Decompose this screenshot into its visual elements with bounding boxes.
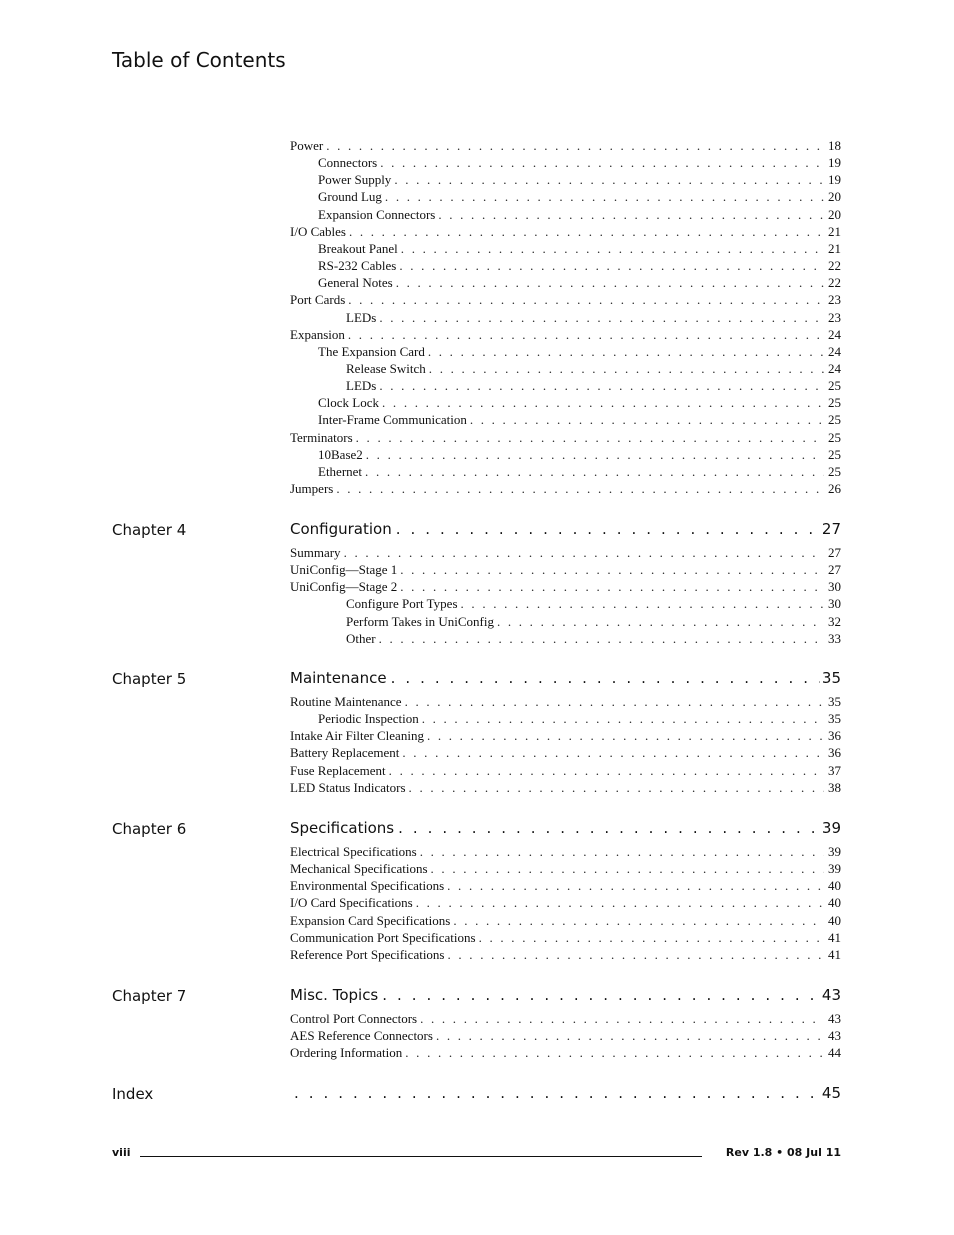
toc-entry-title: Power Supply	[318, 172, 392, 188]
dot-leader	[405, 1044, 824, 1061]
toc-entry-title: Intake Air Filter Cleaning	[290, 728, 424, 744]
dot-leader	[396, 519, 820, 539]
dot-leader	[294, 1083, 820, 1103]
toc-entry-title: I/O Card Specifications	[290, 895, 413, 911]
toc-entry[interactable]	[0, 206, 954, 223]
toc-entry-page: 19	[828, 172, 841, 188]
dot-leader	[409, 779, 824, 796]
dot-leader	[453, 912, 824, 929]
toc-entry-page: 24	[828, 326, 841, 342]
toc-entry[interactable]	[0, 154, 954, 171]
toc-entry-page: 39	[828, 844, 841, 859]
toc-entry-page: 39	[828, 861, 841, 877]
chapter-title: Misc. Topics	[290, 986, 379, 1004]
toc-entry-title: Ordering Information	[290, 1045, 403, 1061]
dot-leader	[405, 693, 824, 710]
toc-entry-page: 40	[828, 912, 841, 928]
dot-leader	[400, 578, 824, 595]
chapter-page: 43	[821, 986, 841, 1004]
toc-entry-title: UniConfig—Stage 2	[290, 579, 398, 595]
dot-leader	[349, 223, 824, 240]
toc-entry-title: LED Status Indicators	[290, 779, 406, 795]
toc-entry-title: RS-232 Cables	[318, 258, 397, 274]
dot-leader	[416, 894, 824, 911]
dot-leader	[348, 291, 824, 308]
toc-entry-page: 25	[828, 429, 841, 445]
toc-entry[interactable]	[0, 544, 954, 561]
toc-entry-title: Configure Port Types	[346, 596, 458, 612]
toc-entry-page: 18	[828, 138, 841, 153]
dot-leader	[379, 309, 824, 326]
dot-leader	[399, 257, 824, 274]
toc-entry-page: 32	[828, 613, 841, 629]
toc-entry-title: Environmental Specifications	[290, 878, 445, 894]
dot-leader	[479, 929, 824, 946]
toc-entry-page: 22	[828, 258, 841, 274]
dot-leader	[438, 206, 824, 223]
toc-entry-title: Expansion Connectors	[318, 206, 436, 222]
toc-entry[interactable]	[0, 561, 954, 578]
toc-entry-title: The Expansion Card	[318, 343, 425, 359]
chapter-page: 35	[821, 669, 841, 687]
footer-page-number: viii	[112, 1146, 131, 1159]
dot-leader	[389, 762, 824, 779]
chapter-title: Specifications	[290, 819, 395, 837]
toc-entry-page: 27	[828, 545, 841, 560]
toc-entry-page: 21	[828, 223, 841, 239]
toc-entry-title: Breakout Panel	[318, 240, 398, 256]
dot-leader	[431, 860, 824, 877]
toc-entry[interactable]	[0, 693, 954, 710]
chapter-heading[interactable]	[290, 985, 841, 1005]
toc-entry[interactable]	[0, 343, 954, 360]
dot-leader	[402, 744, 824, 761]
toc-entry[interactable]	[0, 630, 954, 647]
chapter-title: Configuration	[290, 520, 392, 538]
toc-entry[interactable]	[0, 860, 954, 877]
chapter-heading[interactable]	[290, 519, 841, 539]
toc-entry-page: 24	[828, 360, 841, 376]
toc-entry-page: 30	[828, 596, 841, 612]
toc-entry-title: Electrical Specifications	[290, 844, 417, 859]
dot-leader	[461, 595, 824, 612]
toc-entry-title: Port Cards	[290, 292, 346, 308]
toc-entry-title: Reference Port Specifications	[290, 946, 445, 962]
toc-entry[interactable]	[0, 710, 954, 727]
toc-entry-page: 22	[828, 275, 841, 291]
toc-entry-title: General Notes	[318, 275, 393, 291]
toc-entry-title: Control Port Connectors	[290, 1011, 418, 1026]
dot-leader	[470, 411, 824, 428]
toc-entry-title: Expansion Card Specifications	[290, 912, 451, 928]
toc-entry[interactable]	[0, 137, 954, 154]
toc-entry-page: 27	[828, 562, 841, 578]
toc-entry-page: 36	[828, 728, 841, 744]
toc-entry[interactable]	[0, 1010, 954, 1027]
toc-entry-page: 23	[828, 309, 841, 325]
toc-entry[interactable]	[0, 360, 954, 377]
toc-entry-page: 33	[828, 630, 841, 646]
dot-leader	[344, 544, 824, 561]
toc-entry-page: 25	[828, 378, 841, 394]
toc-entry-page: 35	[828, 694, 841, 709]
toc-entry[interactable]	[0, 411, 954, 428]
toc-entry-page: 24	[828, 343, 841, 359]
toc-entry-title: Jumpers	[290, 481, 334, 496]
toc-entry-title: AES Reference Connectors	[290, 1028, 433, 1044]
toc-entry[interactable]	[0, 240, 954, 257]
toc-entry-page: 30	[828, 579, 841, 595]
dot-leader	[497, 613, 824, 630]
toc-entry-page: 43	[828, 1028, 841, 1044]
dot-leader	[356, 429, 824, 446]
toc-entry-title: Expansion	[290, 326, 345, 342]
toc-entry[interactable]	[0, 429, 954, 446]
toc-entry[interactable]	[0, 843, 954, 860]
chapter-page: 45	[821, 1084, 841, 1102]
toc-entry-page: 44	[828, 1045, 841, 1061]
toc-entry[interactable]	[0, 171, 954, 188]
dot-leader	[420, 1010, 824, 1027]
toc-entry[interactable]	[0, 877, 954, 894]
toc-entry-title: Periodic Inspection	[318, 711, 419, 727]
dot-leader	[391, 668, 820, 688]
dot-leader	[401, 240, 824, 257]
toc-entry-title: Power	[290, 138, 324, 153]
toc-entry[interactable]	[0, 912, 954, 929]
chapter-label: Chapter 7	[112, 987, 187, 1005]
toc-entry[interactable]	[0, 480, 954, 497]
toc-entry-title: LEDs	[346, 309, 377, 325]
toc-entry[interactable]	[0, 578, 954, 595]
toc-entry-title: Summary	[290, 545, 341, 560]
chapter-label: Chapter 4	[112, 521, 187, 539]
toc-entry[interactable]	[0, 744, 954, 761]
toc-entry[interactable]	[0, 188, 954, 205]
toc-entry[interactable]	[0, 613, 954, 630]
toc-entry[interactable]	[0, 727, 954, 744]
footer-revision: Rev 1.8 • 08 Jul 11	[725, 1146, 841, 1159]
toc-entry[interactable]	[0, 929, 954, 946]
toc-entry[interactable]	[0, 309, 954, 326]
index-label: Index	[112, 1085, 154, 1103]
toc-entry-page: 41	[828, 946, 841, 962]
toc-entry-page: 25	[828, 412, 841, 428]
toc-entry-page: 40	[828, 895, 841, 911]
toc-entry-page: 21	[828, 240, 841, 256]
toc-entry[interactable]	[0, 291, 954, 308]
toc-entry-title: Battery Replacement	[290, 745, 400, 761]
dot-leader	[396, 274, 824, 291]
toc-entry-title: Routine Maintenance	[290, 694, 402, 709]
toc-entry[interactable]	[0, 446, 954, 463]
toc-entry-title: Mechanical Specifications	[290, 861, 428, 877]
toc-entry[interactable]	[0, 779, 954, 796]
toc-entry-title: Communication Port Specifications	[290, 929, 476, 945]
dot-leader	[385, 188, 824, 205]
chapter-page: 27	[821, 520, 841, 538]
dot-leader	[400, 561, 824, 578]
toc-entry-title: Ground Lug	[318, 189, 382, 205]
toc-entry-title: Clock Lock	[318, 395, 380, 411]
page-title: Table of Contents	[112, 48, 286, 72]
toc-entry-page: 26	[828, 481, 841, 496]
toc-entry-page: 20	[828, 189, 841, 205]
toc-entry[interactable]	[0, 1027, 954, 1044]
dot-leader	[348, 326, 824, 343]
toc-entry-page: 23	[828, 292, 841, 308]
dot-leader	[382, 394, 824, 411]
toc-entry-page: 25	[828, 463, 841, 479]
toc-entry-title: LEDs	[346, 378, 377, 394]
dot-leader	[336, 480, 824, 497]
toc-entry-title: Inter-Frame Communication	[318, 412, 467, 428]
toc-entry-title: I/O Cables	[290, 223, 346, 239]
dot-leader	[382, 985, 820, 1005]
toc-entry-title: Perform Takes in UniConfig	[346, 613, 494, 629]
toc-entry[interactable]	[0, 595, 954, 612]
toc-entry-title: 10Base2	[318, 446, 363, 462]
dot-leader	[398, 818, 820, 838]
dot-leader	[379, 630, 824, 647]
toc-entry-page: 38	[828, 779, 841, 795]
dot-leader	[427, 727, 824, 744]
toc-entry-page: 25	[828, 446, 841, 462]
dot-leader	[448, 946, 825, 963]
dot-leader	[380, 154, 824, 171]
dot-leader	[420, 843, 824, 860]
toc-entry[interactable]	[0, 326, 954, 343]
toc-entry-title: Connectors	[318, 155, 378, 171]
footer-rule	[140, 1156, 702, 1157]
toc-entry-title: Terminators	[290, 429, 353, 445]
dot-leader	[428, 343, 824, 360]
toc-entry-page: 25	[828, 395, 841, 411]
toc-entry[interactable]	[0, 762, 954, 779]
toc-entry-page: 41	[828, 929, 841, 945]
index-entry[interactable]	[290, 1083, 841, 1103]
toc-entry-title: Release Switch	[346, 360, 426, 376]
chapter-heading[interactable]	[290, 818, 841, 838]
toc-entry[interactable]	[0, 257, 954, 274]
toc-entry-page: 37	[828, 762, 841, 778]
dot-leader	[379, 377, 824, 394]
toc-entry-page: 19	[828, 155, 841, 171]
toc-entry[interactable]	[0, 377, 954, 394]
toc-entry-title: UniConfig—Stage 1	[290, 562, 398, 578]
toc-entry[interactable]	[0, 894, 954, 911]
toc-entry[interactable]	[0, 394, 954, 411]
toc-entry-page: 35	[828, 711, 841, 727]
toc-entry-title: Fuse Replacement	[290, 762, 386, 778]
dot-leader	[326, 137, 824, 154]
toc-entry-page: 40	[828, 878, 841, 894]
chapter-title: Maintenance	[290, 669, 387, 687]
toc-entry[interactable]	[0, 946, 954, 963]
dot-leader	[422, 710, 824, 727]
chapter-label: Chapter 5	[112, 670, 187, 688]
chapter-label: Chapter 6	[112, 820, 187, 838]
toc-entry-page: 36	[828, 745, 841, 761]
toc-entry-title: Ethernet	[318, 463, 363, 479]
toc-entry[interactable]	[0, 274, 954, 291]
dot-leader	[366, 446, 824, 463]
dot-leader	[365, 463, 824, 480]
toc-entry-title: Other	[346, 630, 376, 646]
toc-entry-page: 20	[828, 206, 841, 222]
dot-leader	[447, 877, 824, 894]
toc-entry[interactable]	[0, 1044, 954, 1061]
toc-entry-page: 43	[828, 1011, 841, 1026]
chapter-heading[interactable]	[290, 668, 841, 688]
dot-leader	[436, 1027, 824, 1044]
chapter-page: 39	[821, 819, 841, 837]
toc-entry[interactable]	[0, 463, 954, 480]
dot-leader	[429, 360, 824, 377]
toc-entry[interactable]	[0, 223, 954, 240]
dot-leader	[394, 171, 824, 188]
